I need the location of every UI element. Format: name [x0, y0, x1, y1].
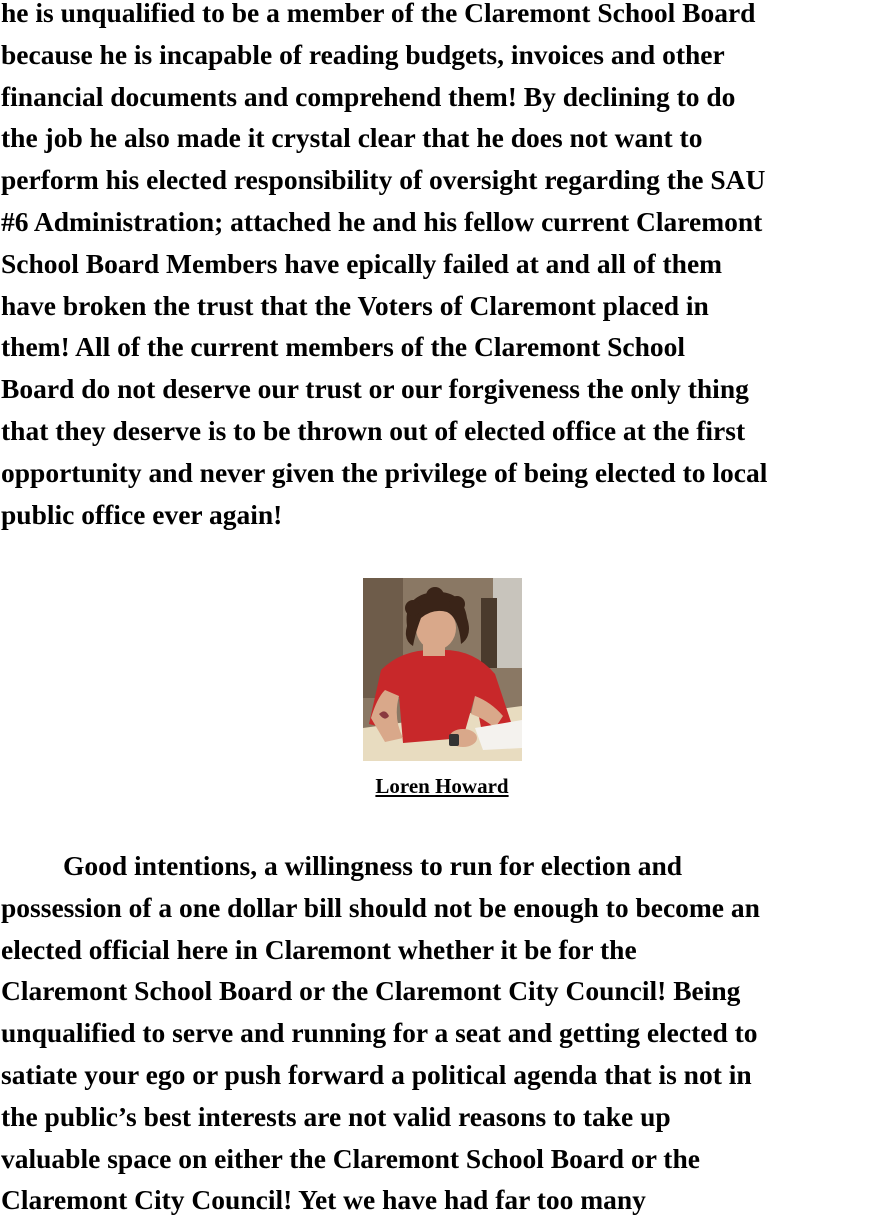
- text-line: Claremont City Council! Yet we have had far too many: [1, 1184, 646, 1216]
- text-line: opportunity and never given the privilege of being elected to local: [1, 456, 768, 488]
- text-line: because he is incapable of reading budgets, invoices and other: [1, 38, 725, 70]
- paragraph-2: [1, 845, 879, 1221]
- text-line: have broken the trust that the Voters of Claremont placed in: [1, 289, 709, 321]
- text-line: that they deserve is to be thrown out of elected office at the first: [1, 414, 746, 446]
- text-line: Claremont School Board or the Claremont City Council! Being: [1, 975, 741, 1007]
- text-line: perform his elected responsibility of oversight regarding the SAU: [1, 164, 766, 196]
- text-line: Board do not deserve our trust or our forgiveness the only thing: [1, 373, 749, 405]
- text-line: #6 Administration; attached he and his fellow current Claremont: [1, 205, 763, 237]
- portrait-photo: [363, 578, 522, 761]
- text-line: public office ever again!: [1, 498, 283, 530]
- text-line: the job he also made it crystal clear that he does not want to: [1, 122, 703, 154]
- photo-caption: Loren Howard: [375, 774, 509, 798]
- text-line: Good intentions, a willingness to run for election and: [63, 850, 683, 881]
- text-line: unqualified to serve and running for a seat and getting elected to: [1, 1017, 758, 1049]
- text-line: them! All of the current members of the Claremont School: [1, 331, 686, 363]
- text-line: he is unqualified to be a member of the Claremont School Board: [1, 0, 756, 28]
- text-line: possession of a one dollar bill should not be enough to become an: [1, 891, 760, 923]
- paragraph-1: [1, 0, 879, 535]
- text-line: elected official here in Claremont whether it be for the: [1, 933, 637, 965]
- portrait-illustration: [363, 578, 522, 761]
- text-line: satiate your ego or push forward a political agenda that is not in: [1, 1058, 752, 1090]
- text-line: financial documents and comprehend them! By declining to do: [1, 80, 736, 112]
- text-line: valuable space on either the Claremont School Board or the: [1, 1142, 700, 1174]
- text-line: School Board Members have epically failed at and all of them: [1, 247, 723, 279]
- text-line: the public’s best interests are not valid reasons to take up: [1, 1100, 671, 1132]
